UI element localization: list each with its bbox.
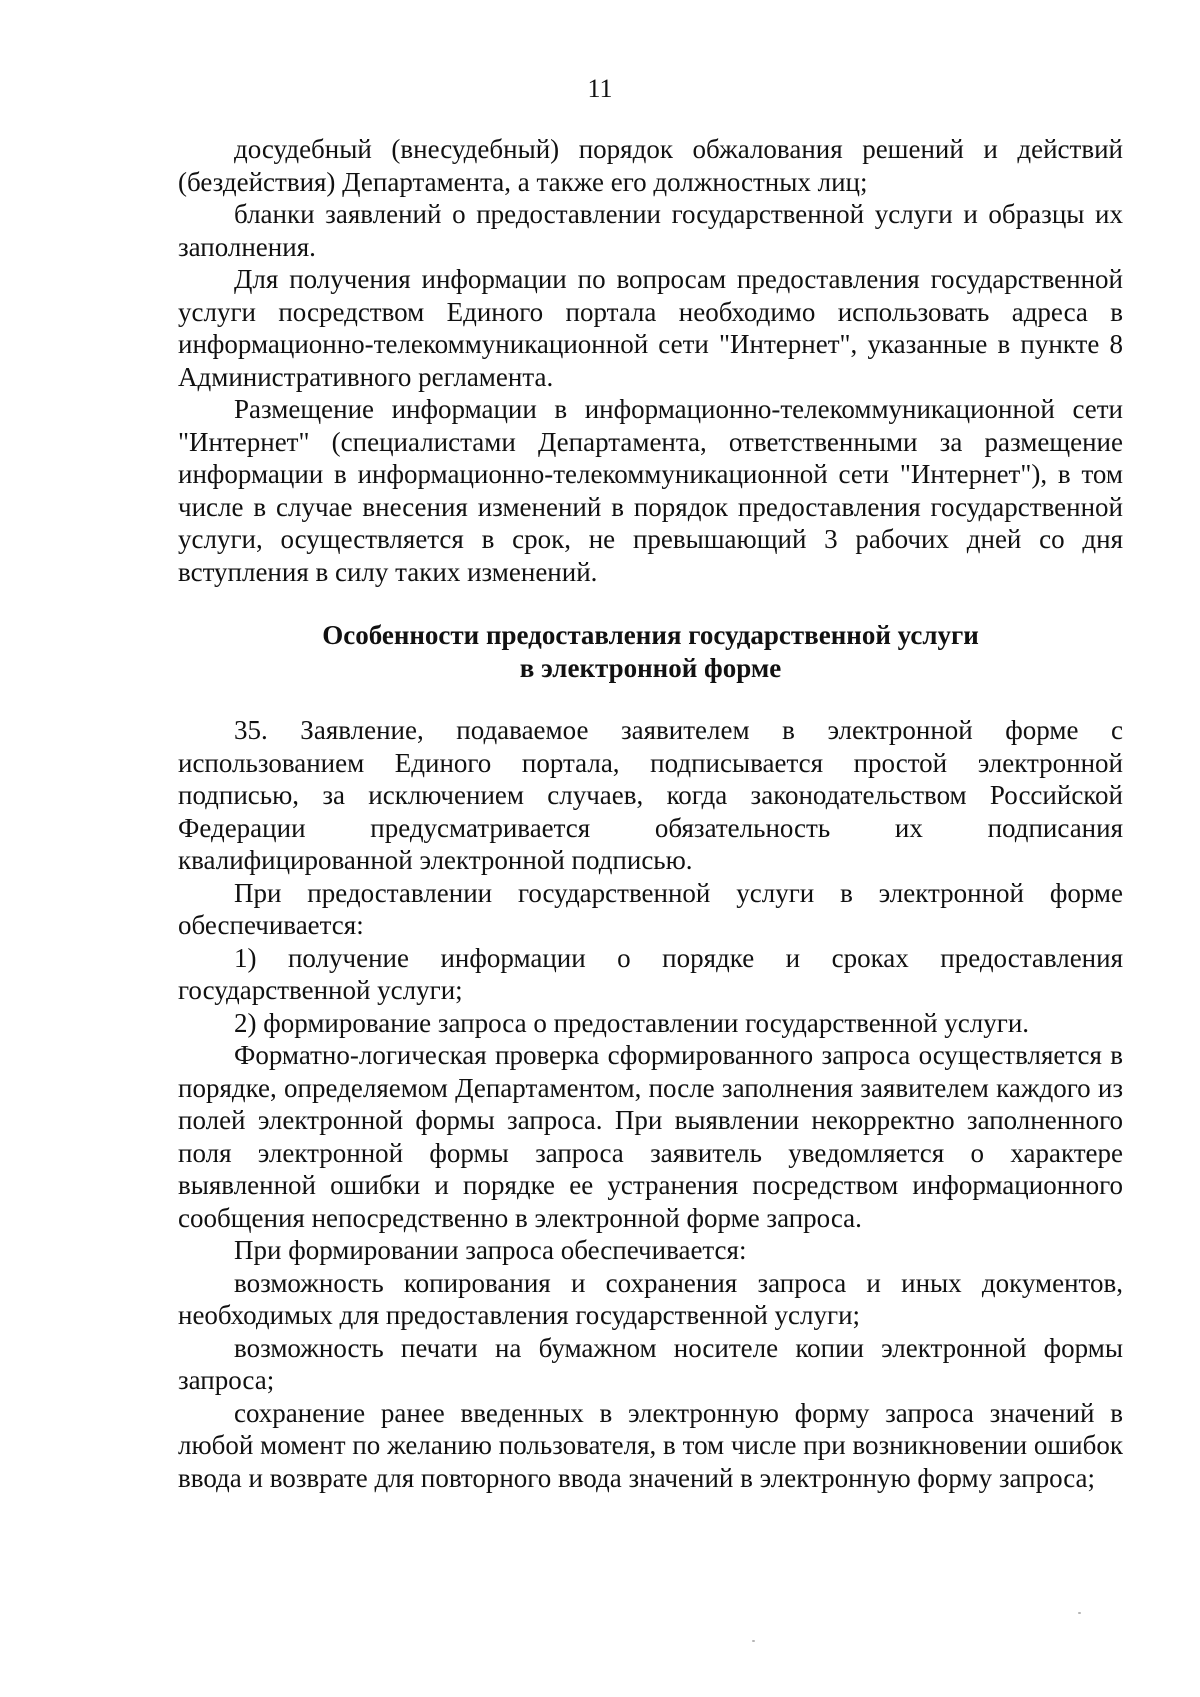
list-item: 2) формирование запроса о предоставлении государственной услуги. <box>234 1007 1030 1038</box>
list-item: сохранение ранее введенных в электронную форму запроса значений в любой момент по желанию пользователя, в том числе при возникновении ошибок ввода и возврате для повторного ввода значений в электронную форму запроса; <box>178 1397 1123 1493</box>
list-item: возможность печати на бумажном носителе копии электронной формы запроса; <box>178 1332 1123 1395</box>
paragraph: При формировании запроса обеспечивается: <box>234 1235 747 1265</box>
section-heading-line: в электронной форме <box>519 652 782 683</box>
list-item: возможность копирования и сохранения запроса и иных документов, необходимых для предоставления государственной услуги; <box>178 1267 1123 1330</box>
scan-speck <box>1078 1612 1081 1614</box>
list-item: 1) получение информации о порядке и сроках предоставления государственной услуги; <box>178 942 1123 1005</box>
page-number: 11 <box>587 74 613 103</box>
paragraph: Для получения информации по вопросам предоставления государственной услуги посредством Единого портала необходимо использовать адреса в информационно-телекоммуникационной сети "Интернет", указанные в пункте 8 Административного регламента. <box>178 264 1123 392</box>
section-heading-line: Особенности предоставления государственной услуги <box>322 620 979 650</box>
scan-speck <box>752 1640 755 1642</box>
paragraph: Форматно-логическая проверка сформированного запроса осуществляется в порядке, определяемом Департаментом, после заполнения заявителем каждого из полей электронной формы запроса. При выявлении некорректно заполненного поля электронной формы запроса заявитель уведомляется о характере выявленной ошибки и порядке ее устранения посредством информационного сообщения непосредственно в электронной форме запроса. <box>178 1040 1123 1233</box>
section-heading <box>178 619 1123 684</box>
paragraph: бланки заявлений о предоставлении государственной услуги и образцы их заполнения. <box>178 199 1123 262</box>
paragraph: 35. Заявление, подаваемое заявителем в электронной форме с использованием Единого портала, подписывается простой электронной подписью, за исключением случаев, когда законодательством Российской Федерации предусматривается обязательность их подписания квалифицированной электронной подписью. <box>178 715 1123 875</box>
paragraph: досудебный (внесудебный) порядок обжалования решений и действий (бездействия) Департамента, а также его должностных лиц; <box>178 134 1123 197</box>
paragraph: Размещение информации в информационно-телекоммуникационной сети "Интернет" (специалистами Департамента, ответственными за размещение информации в информационно-телекоммуникационной сети "Интернет"), в том числе в случае внесения изменений в порядок предоставления государственной услуги, осуществляется в срок, не превышающий 3 рабочих дней со дня вступления в силу таких изменений. <box>178 394 1123 587</box>
document-body <box>178 133 1123 1494</box>
paragraph: При предоставлении государственной услуги в электронной форме обеспечивается: <box>178 877 1123 940</box>
